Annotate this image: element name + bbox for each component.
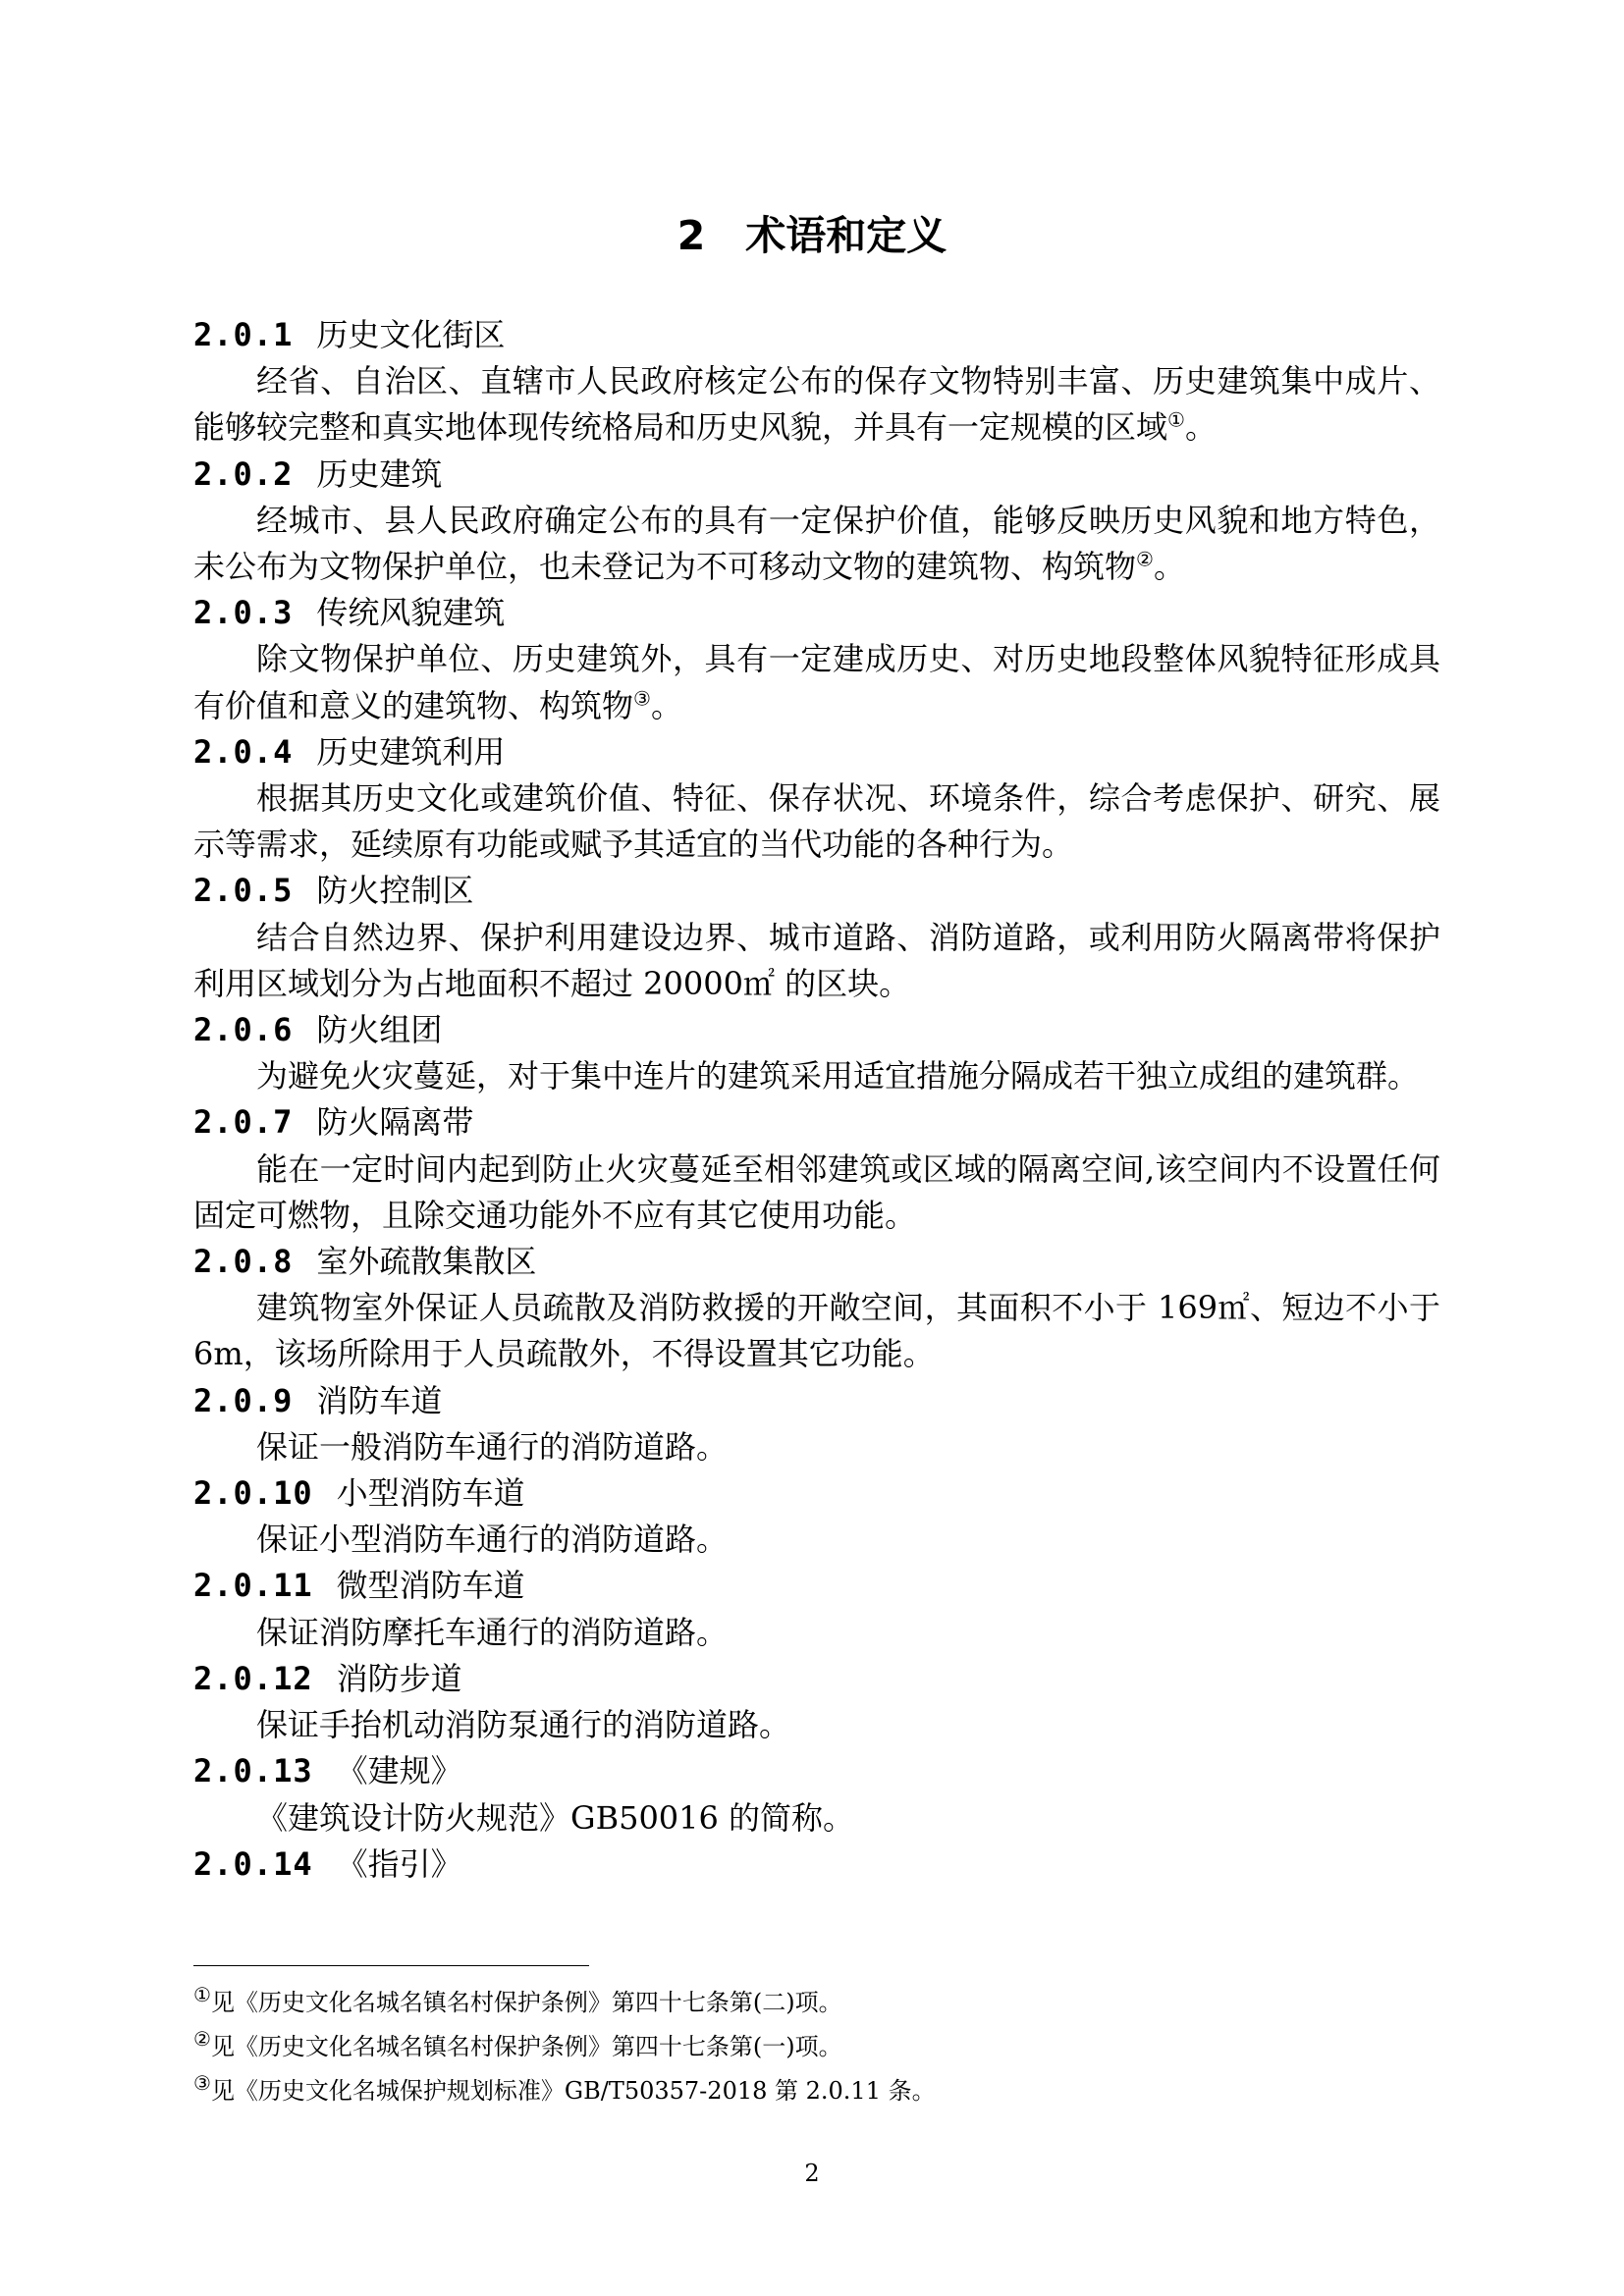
term-number: 2.0.1 [193, 316, 294, 353]
term-number: 2.0.14 [193, 1844, 313, 1883]
term-heading [193, 1748, 1440, 1794]
term-number: 2.0.5 [193, 872, 294, 910]
term-heading [193, 729, 1440, 775]
term-number: 2.0.7 [193, 1103, 294, 1142]
page-number: 2 [804, 2160, 820, 2187]
term-heading [193, 1099, 1440, 1146]
term-number: 2.0.4 [193, 732, 294, 771]
footnote-item [193, 2025, 1440, 2069]
term-definition: 为避免火灾蔓延，对于集中连片的建筑采用适宜措施分隔成若干独立成组的建筑群。 [256, 1057, 1420, 1095]
term-heading [193, 1563, 1440, 1609]
footnote-divider [193, 1965, 589, 1966]
term-heading [193, 1656, 1440, 1702]
definition-end: 。 [1184, 408, 1217, 447]
term-heading [193, 1842, 1440, 1888]
term-number: 2.0.9 [193, 1381, 294, 1419]
footnote-item [193, 1981, 1440, 2025]
term-number: 2.0.12 [193, 1659, 313, 1697]
section-title: 2 术语和定义 [677, 212, 947, 259]
footnote-text: 见《历史文化名城保护规划标准》GB/T50357-2018 第 2.0.11 条。 [210, 2077, 936, 2105]
term-heading [193, 1007, 1440, 1053]
term-definition: 结合自然边界、保护利用建设边界、城市道路、消防道路，或利用防火隔离带将保护利用区域划分为占地面积不超过 20000㎡ 的区块。 [193, 918, 1440, 1002]
term-number: 2.0.2 [193, 454, 294, 493]
terms-list [193, 312, 1440, 1888]
footnote-text: 见《历史文化名城名镇名村保护条例》第四十七条第(二)项。 [210, 1989, 842, 2016]
term-name: 室外疏散集散区 [316, 1243, 537, 1281]
term-number: 2.0.10 [193, 1474, 313, 1513]
term-name: 《建规》 [336, 1752, 462, 1790]
term-definition [193, 358, 1440, 451]
term-definition: 保证小型消防车通行的消防道路。 [256, 1521, 729, 1559]
definition-text: 经城市、县人民政府确定公布的具有一定保护价值，能够反映历史风貌和地方特色，未公布为文物保护单位，也未登记为不可移动文物的建筑物、构筑物 [193, 501, 1440, 586]
term-definition: 保证手抬机动消防泵通行的消防道路。 [256, 1706, 791, 1744]
term-heading [193, 1470, 1440, 1517]
term-definition [193, 636, 1440, 728]
definition-end: 。 [1153, 548, 1185, 586]
term-name: 历史文化街区 [316, 316, 506, 353]
term-heading [193, 1239, 1440, 1285]
footnotes [193, 1981, 1440, 2113]
term-definition: 建筑物室外保证人员疏散及消防救援的开敞空间，其面积不小于 169㎡、短边不小于 6m，该场所除用于人员疏散外，不得设置其它功能。 [193, 1289, 1440, 1373]
term-definition: 保证一般消防车通行的消防道路。 [256, 1427, 729, 1466]
term-name: 消防步道 [336, 1659, 462, 1697]
term-name: 防火隔离带 [316, 1103, 474, 1142]
term-heading [193, 868, 1440, 914]
term-name: 微型消防车道 [336, 1567, 525, 1605]
definition-end: 。 [650, 686, 682, 724]
term-heading [193, 312, 1440, 358]
term-number: 2.0.8 [193, 1243, 294, 1281]
term-name: 防火控制区 [316, 872, 474, 910]
footnote-ref: ③ [633, 685, 651, 710]
term-definition: 《建筑设计防火规范》GB50016 的简称。 [256, 1798, 855, 1837]
footnote-mark: ① [193, 1983, 211, 2006]
footnote-text: 见《历史文化名城名镇名村保护条例》第四十七条第(一)项。 [210, 2033, 842, 2060]
term-name: 《指引》 [336, 1844, 462, 1883]
footnote-item [193, 2069, 1440, 2113]
term-heading [193, 452, 1440, 498]
term-name: 历史建筑 [316, 454, 443, 493]
footnote-ref: ② [1136, 547, 1154, 571]
definition-text: 经省、自治区、直辖市人民政府核定公布的保存文物特别丰富、历史建筑集中成片、能够较完整和真实地体现传统格局和历史风貌，并具有一定规模的区域 [193, 362, 1440, 447]
term-number: 2.0.13 [193, 1752, 313, 1790]
term-number: 2.0.3 [193, 594, 294, 632]
term-number: 2.0.6 [193, 1011, 294, 1049]
term-name: 消防车道 [316, 1381, 443, 1419]
term-name: 小型消防车道 [336, 1474, 525, 1513]
term-definition [193, 498, 1440, 590]
footnote-mark: ② [193, 2027, 211, 2051]
footnote-mark: ③ [193, 2071, 211, 2095]
term-heading [193, 1378, 1440, 1424]
term-name: 历史建筑利用 [316, 732, 506, 771]
term-number: 2.0.11 [193, 1567, 313, 1605]
term-name: 防火组团 [316, 1011, 443, 1049]
term-definition: 保证消防摩托车通行的消防道路。 [256, 1613, 729, 1651]
term-definition: 根据其历史文化或建筑价值、特征、保存状况、环境条件，综合考虑保护、研究、展示等需求，延续原有功能或赋予其适宜的当代功能的各种行为。 [193, 779, 1440, 864]
term-definition: 能在一定时间内起到防止火灾蔓延至相邻建筑或区域的隔离空间,该空间内不设置任何固定可燃物，且除交通功能外不应有其它使用功能。 [193, 1149, 1440, 1234]
term-heading [193, 590, 1440, 636]
footnote-ref: ① [1167, 407, 1185, 432]
term-name: 传统风貌建筑 [316, 594, 506, 632]
definition-text: 除文物保护单位、历史建筑外，具有一定建成历史、对历史地段整体风貌特征形成具有价值和意义的建筑物、构筑物 [193, 640, 1440, 724]
